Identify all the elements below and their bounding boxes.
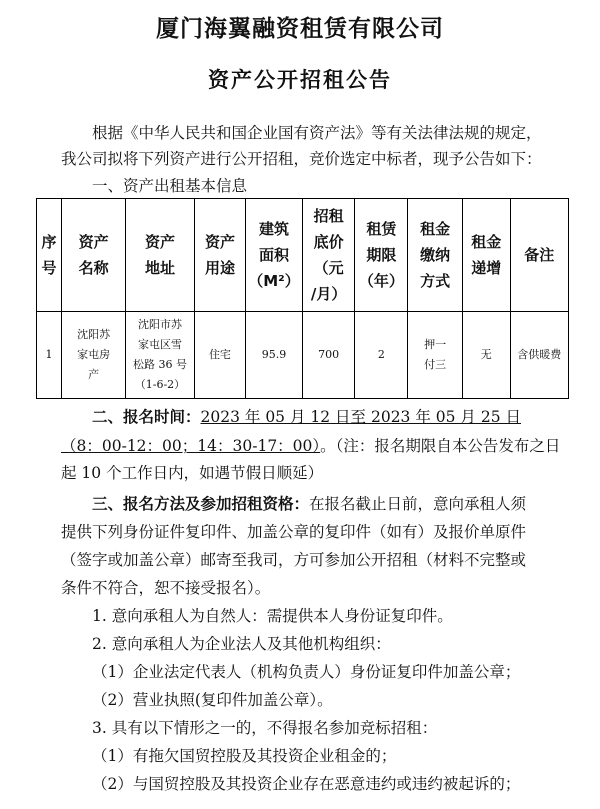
header-payment: 租金 缴纳 方式 <box>408 199 463 312</box>
section-3-text-a: 在报名截止日前，意向承租人须 <box>309 495 527 513</box>
requirement-item-3-1: （1）有拖欠国贸控股及其投资企业租金的； <box>92 747 397 765</box>
header-asset-use: 资产 用途 <box>194 199 246 312</box>
registration-time-range: （8：00-12：00；14：30-17：00） <box>61 437 321 455</box>
requirement-item-2: 2. 意向承租人为企业法人及其他机构组织： <box>92 635 391 653</box>
section-3-text-b: 提供下列身份证件复印件、加盖公章的复印件（如有）及报价单原件 <box>61 523 527 541</box>
cell-asset-address: 沈阳市苏 家屯区雪 松路 36 号 （1-6-2） <box>126 312 194 399</box>
section-3-heading: 三、报名方法及参加招租资格： <box>92 495 310 513</box>
cell-increase: 无 <box>462 312 510 399</box>
section-2-line-1 <box>92 405 521 427</box>
intro-line-2: 我公司拟将下列资产进行公开招租，竞价选定中标者，现予公告如下： <box>61 150 542 168</box>
table-header-row <box>37 199 569 312</box>
header-seq: 序 号 <box>37 199 62 312</box>
cell-payment: 押一 付三 <box>408 312 463 399</box>
registration-note-b: 起 10 个工作日内，如遇节假日顺延） <box>61 464 324 482</box>
requirement-item-1: 1. 意向承租人为自然人：需提供本人身份证复印件。 <box>92 607 453 625</box>
header-asset-name: 资产 名称 <box>61 199 125 312</box>
asset-table <box>36 198 569 399</box>
section-2-line-2 <box>61 434 560 456</box>
company-name: 厦门海翼融资租赁有限公司 <box>156 16 444 42</box>
requirement-item-3: 3. 具有以下情形之一的，不得报名参加竞标招租： <box>92 719 438 737</box>
cell-remark: 含供暖费 <box>510 312 569 399</box>
registration-date-range: 2023 年 05 月 12 日至 2023 年 05 月 25 日 <box>200 408 521 426</box>
cell-seq: 1 <box>37 312 62 399</box>
section-2-heading: 二、报名时间： <box>92 408 201 426</box>
requirement-item-2-1: （1）企业法定代表人（机构负责人）身份证复印件加盖公章； <box>92 663 521 681</box>
cell-asset-name: 沈阳苏 家屯房 产 <box>61 312 125 399</box>
cell-asset-use: 住宅 <box>194 312 246 399</box>
header-remark: 备注 <box>510 199 569 312</box>
header-price: 招租 底价 （元 /月） <box>302 199 355 312</box>
section-3-text-c: （签字或加盖公章）邮寄至我司，方可参加公开招租（材料不完整或 <box>61 551 527 569</box>
cell-area: 95.9 <box>246 312 303 399</box>
cell-term: 2 <box>355 312 408 399</box>
section-3-line-1 <box>92 492 526 514</box>
header-asset-address: 资产 地址 <box>126 199 194 312</box>
table-row <box>37 312 569 399</box>
notice-title: 资产公开招租公告 <box>208 68 392 92</box>
section-1-heading: 一、资产出租基本信息 <box>92 177 248 195</box>
requirement-item-3-2: （2）与国贸控股及其投资企业存在恶意违约或违约被起诉的； <box>92 775 521 793</box>
header-increase: 租金 递增 <box>462 199 510 312</box>
header-area: 建筑 面积 （M²） <box>246 199 303 312</box>
requirement-item-2-2: （2）营业执照(复印件加盖公章）。 <box>92 691 333 709</box>
intro-line-1: 根据《中华人民共和国企业国有资产法》等有关法律法规的规定， <box>92 124 542 142</box>
header-term: 租赁 期限 （年） <box>355 199 408 312</box>
registration-note-a: 。（注：报名期限自本公告发布之日 <box>320 437 561 455</box>
section-3-text-d: 条件不符合，恕不接受报名）。 <box>61 579 271 597</box>
cell-price: 700 <box>302 312 355 399</box>
